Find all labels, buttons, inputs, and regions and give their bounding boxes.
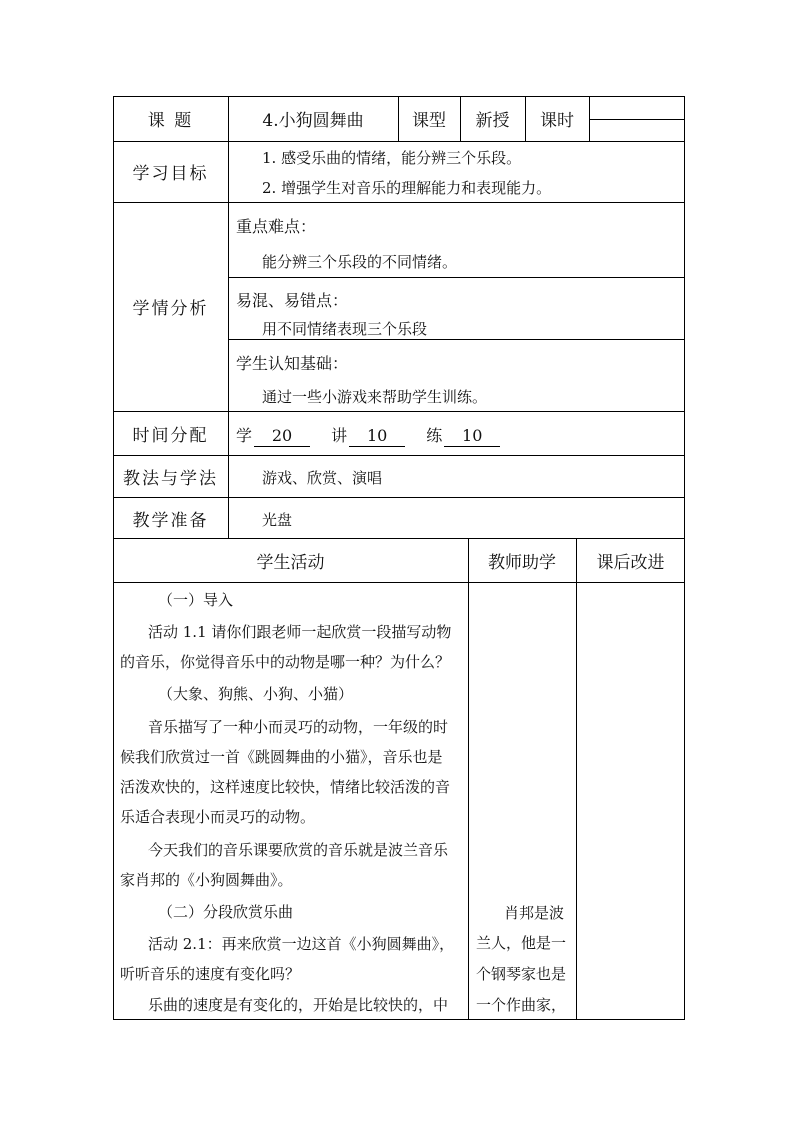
label-period: 课时: [540, 111, 574, 131]
label-time: 时间分配: [132, 425, 209, 446]
teacher-note-line: 个钢琴家也是: [476, 965, 567, 983]
activity-line: 活动 1.1 请你们跟老师一起欣赏一段描写动物: [148, 623, 452, 641]
label-topic: 课 题: [147, 111, 194, 131]
teacher-note-line: 兰人，他是一: [476, 934, 567, 952]
objective-item: 1. 感受乐曲的情绪，能分辨三个乐段。: [262, 149, 522, 167]
section-heading: （一）导入: [158, 591, 234, 609]
column-header-improve: 课后改进: [596, 553, 665, 573]
activity-line: 家肖邦的《小狗圆舞曲》。: [120, 871, 293, 889]
divider: [228, 339, 685, 340]
cognitive-basis-heading: 学生认知基础：: [236, 354, 349, 373]
time-practice-value: 10: [444, 426, 500, 447]
activity-line: 音乐描写了一种小而灵巧的动物，一年级的时: [148, 718, 449, 736]
activity-line: 活泼欢快的，这样速度比较快，情绪比较活泼的音: [120, 778, 451, 796]
activity-line: 活动 2.1：再来欣赏一边这首《小狗圆舞曲》，: [148, 935, 455, 953]
activity-line: 的音乐，你觉得音乐中的动物是哪一种？为什么？: [120, 653, 451, 671]
label-methods: 教法与学法: [123, 468, 218, 489]
label-objectives: 学习目标: [132, 164, 209, 184]
teacher-note-line: 一个作曲家，: [476, 996, 567, 1014]
activity-line: 乐曲的速度是有变化的，开始是比较快的，中: [148, 996, 449, 1014]
objective-item: 2. 增强学生对音乐的理解能力和表现能力。: [262, 179, 552, 197]
column-header-teacher: 教师助学: [488, 553, 556, 573]
divider: [113, 582, 685, 583]
label-analysis: 学情分析: [132, 299, 209, 319]
divider: [228, 277, 685, 278]
preparation-value: 光盘: [262, 511, 293, 529]
time-allocation: [236, 423, 500, 447]
divider: [228, 96, 229, 539]
divider: [589, 119, 685, 120]
lesson-type-value: 新授: [475, 111, 510, 131]
label-lesson-type: 课型: [412, 111, 446, 131]
time-lecture-value: 10: [349, 426, 405, 447]
key-points-heading: 重点难点：: [236, 217, 317, 236]
teacher-note-line: 肖邦是波: [504, 904, 565, 922]
key-points-text: 能分辨三个乐段的不同情绪。: [262, 253, 458, 271]
time-study-label: 学: [236, 426, 253, 445]
methods-value: 游戏、欣赏、演唱: [262, 469, 383, 487]
time-lecture-label: 讲: [331, 426, 348, 445]
column-header-student: 学生活动: [256, 553, 325, 573]
lesson-title: 4.小狗圆舞曲: [262, 111, 364, 131]
confusion-points-text: 用不同情绪表现三个乐段: [262, 320, 428, 338]
activity-line: 乐适合表现小而灵巧的动物。: [120, 808, 316, 826]
divider: [576, 539, 577, 1020]
divider: [468, 539, 469, 1020]
time-practice-label: 练: [426, 426, 443, 445]
activity-line: 听听音乐的速度有变化吗？: [120, 965, 301, 983]
activity-line: 候我们欣赏过一首《跳圆舞曲的小猫》，音乐也是: [120, 748, 443, 766]
confusion-points-heading: 易混、易错点：: [236, 291, 349, 310]
activity-line: 今天我们的音乐课要欣赏的音乐就是波兰音乐: [148, 841, 449, 859]
label-preparation: 教学准备: [132, 510, 209, 531]
time-study-value: 20: [254, 426, 310, 447]
cognitive-basis-text: 通过一些小游戏来帮助学生训练。: [262, 388, 488, 406]
activity-line: （大象、狗熊、小狗、小猫）: [158, 685, 354, 703]
section-heading: （二）分段欣赏乐曲: [158, 903, 294, 921]
